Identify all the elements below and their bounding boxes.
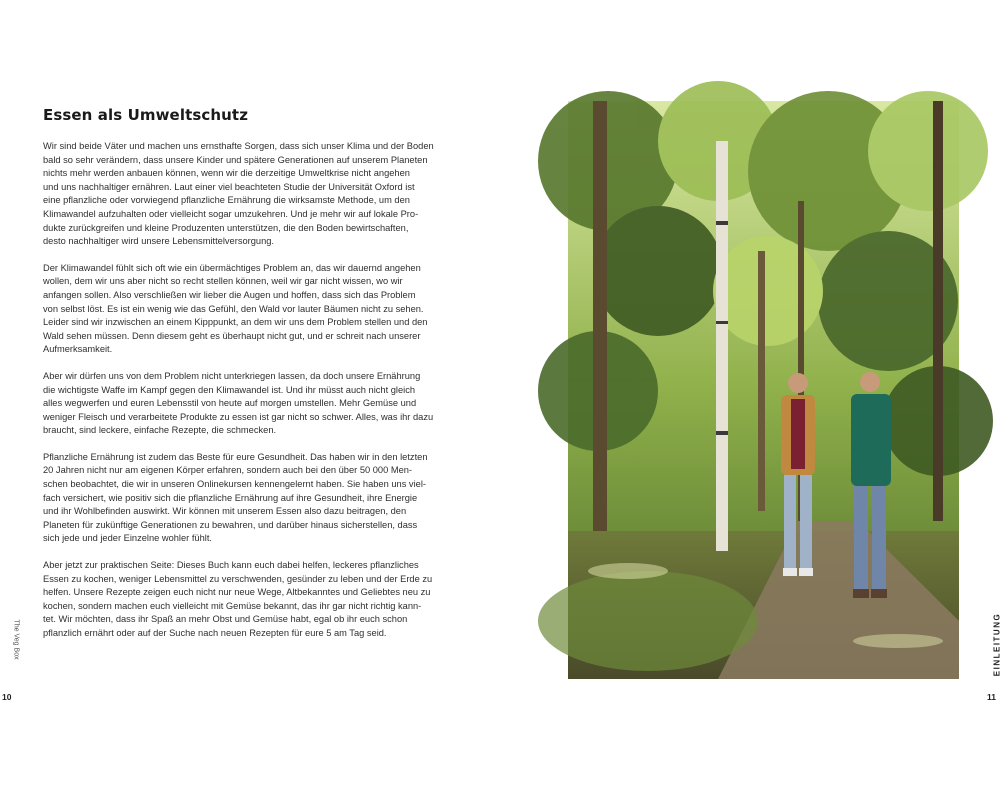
text-line: tet. Wir möchten, dass ihr Spaß an mehr Obst und Gemüse habt, egal ob ihr euch schon — [43, 614, 408, 625]
paragraph — [43, 262, 435, 357]
text-line: und uns nachhaltiger ernähren. Laut einer viel beachteten Studie der Universität Oxford ist — [43, 181, 415, 192]
text-line: Aber wir dürfen uns von dem Problem nicht unterkriegen lassen, da doch unsere Ernährung — [43, 370, 421, 381]
text-line: kochen, sondern machen euch vielleicht mit Gemüse bekannt, das ihr gar nicht richtig kann- — [43, 600, 422, 611]
text-line: alles wegwerfen und euren Lebensstil von heute auf morgen umstellen. Mehr Gemüse und — [43, 398, 417, 409]
forest-illustration — [568, 101, 959, 679]
right-page — [500, 0, 1000, 800]
text-line: Aber jetzt zur praktischen Seite: Dieses Buch kann euch dabei helfen, leckeres pflanzliches — [43, 560, 419, 571]
text-line: Pflanzliche Ernährung ist zudem das Beste für eure Gesundheit. Das haben wir in den letzten — [43, 451, 428, 462]
text-line: von selbst löst. Es ist ein wenig wie das Gefühl, den Wald vor lauter Bäumen nicht zu sehen. — [43, 303, 424, 314]
body-text — [43, 140, 435, 654]
section-label: EINLEITUNG — [992, 612, 1002, 677]
text-line: desto nachhaltiger wird unsere Lebensmittelversorgung. — [43, 236, 275, 247]
text-line: wollen, dem wir uns aber nicht so recht stellen können, weil wir gar nicht wissen, wo wir — [43, 276, 403, 287]
text-line: nichts mehr werden anbauen können, wenn wir die derzeitige Umweltkrise nicht angehen — [43, 168, 410, 179]
text-line: anfangen sollen. Also verschließen wir lieber die Augen und hoffen, dass sich das Problem — [43, 289, 416, 300]
text-line: und ihr Wohlbefinden auswirkt. Wir können mit unserem Essen also dazu beitragen, den — [43, 506, 407, 517]
text-line: helfen. Unsere Rezepte zeigen euch nicht nur neue Wege, Altbekanntes und Geliebtes neu zu — [43, 587, 431, 598]
text-line: sich jede und jeder Einzelne wohler fühlt. — [43, 533, 212, 544]
text-line: weniger Fleisch und verarbeitete Produkte zu essen ist gar nicht so schwer. Alles, was ihr dazu — [43, 411, 434, 422]
text-line: bald so sehr verändern, dass unsere Kinder und spätere Generationen auf unserem Planeten — [43, 154, 428, 165]
text-line: fach versichert, wie positiv sich die pflanzliche Ernährung auf ihre Gesundheit, ihre Energie — [43, 492, 418, 503]
paragraph — [43, 451, 435, 546]
paragraph — [43, 370, 435, 438]
text-line: Planeten für zukünftige Generationen zu bewahren, und darüber hinaus sicherstellen, dass — [43, 519, 418, 530]
forest-photo — [568, 101, 959, 679]
left-page — [0, 0, 500, 800]
text-line: eine pflanzliche oder vorwiegend pflanzliche Ernährung die wirksamste Methode, um den — [43, 195, 410, 206]
running-title: The Veg Box — [12, 619, 20, 660]
text-line: pflanzlich ernährt oder auf der Suche nach neuen Rezepten für eure 5 am Tag seid. — [43, 628, 387, 638]
text-line: Wir sind beide Väter und machen uns ernsthafte Sorgen, dass sich unser Klima und der Boden — [43, 141, 434, 151]
text-line: 20 Jahren nicht nur am eigenen Körper erfahren, sondern auch bei den über 50 000 Men- — [43, 465, 413, 476]
text-line: Leider sind wir inzwischen an einem Kipppunkt, an dem wir uns dem Problem stellen und den — [43, 317, 428, 328]
text-line: Wald sehen müssen. Denn diesem geht es überhaupt nicht gut, und er schreit nach unserer — [43, 330, 421, 341]
paragraph — [43, 140, 435, 249]
text-line: Essen zu kochen, weniger Lebensmittel zu verschwenden, gesünder zu leben und der Erde zu — [43, 573, 433, 584]
text-line: Aufmerksamkeit. — [43, 344, 113, 355]
section-heading: Essen als Umweltschutz — [43, 106, 249, 124]
text-line: schen beobachtet, die wir in unseren Onlinekursen kennengelernt haben. Sie haben uns viel- — [43, 479, 426, 490]
text-line: die wichtigste Waffe im Kampf gegen den Klimawandel ist. Und ihr müsst auch nicht gleich — [43, 384, 416, 395]
paragraph — [43, 559, 435, 641]
page-number-left: 10 — [2, 692, 12, 702]
text-line: Der Klimawandel fühlt sich oft wie ein übermächtiges Problem an, das wir dauernd angehen — [43, 262, 421, 273]
text-line: Klimawandel aufzuhalten oder vielleicht sogar umzukehren. Und je mehr wir auf lokale Pro- — [43, 208, 419, 219]
page-number-right: 11 — [987, 692, 996, 702]
text-line: dukte zurückgreifen und kleine Produzenten unterstützen, die den Boden bewirtschaften, — [43, 222, 409, 233]
text-line: braucht, sind leckere, einfache Rezepte, die schmecken. — [43, 425, 277, 436]
